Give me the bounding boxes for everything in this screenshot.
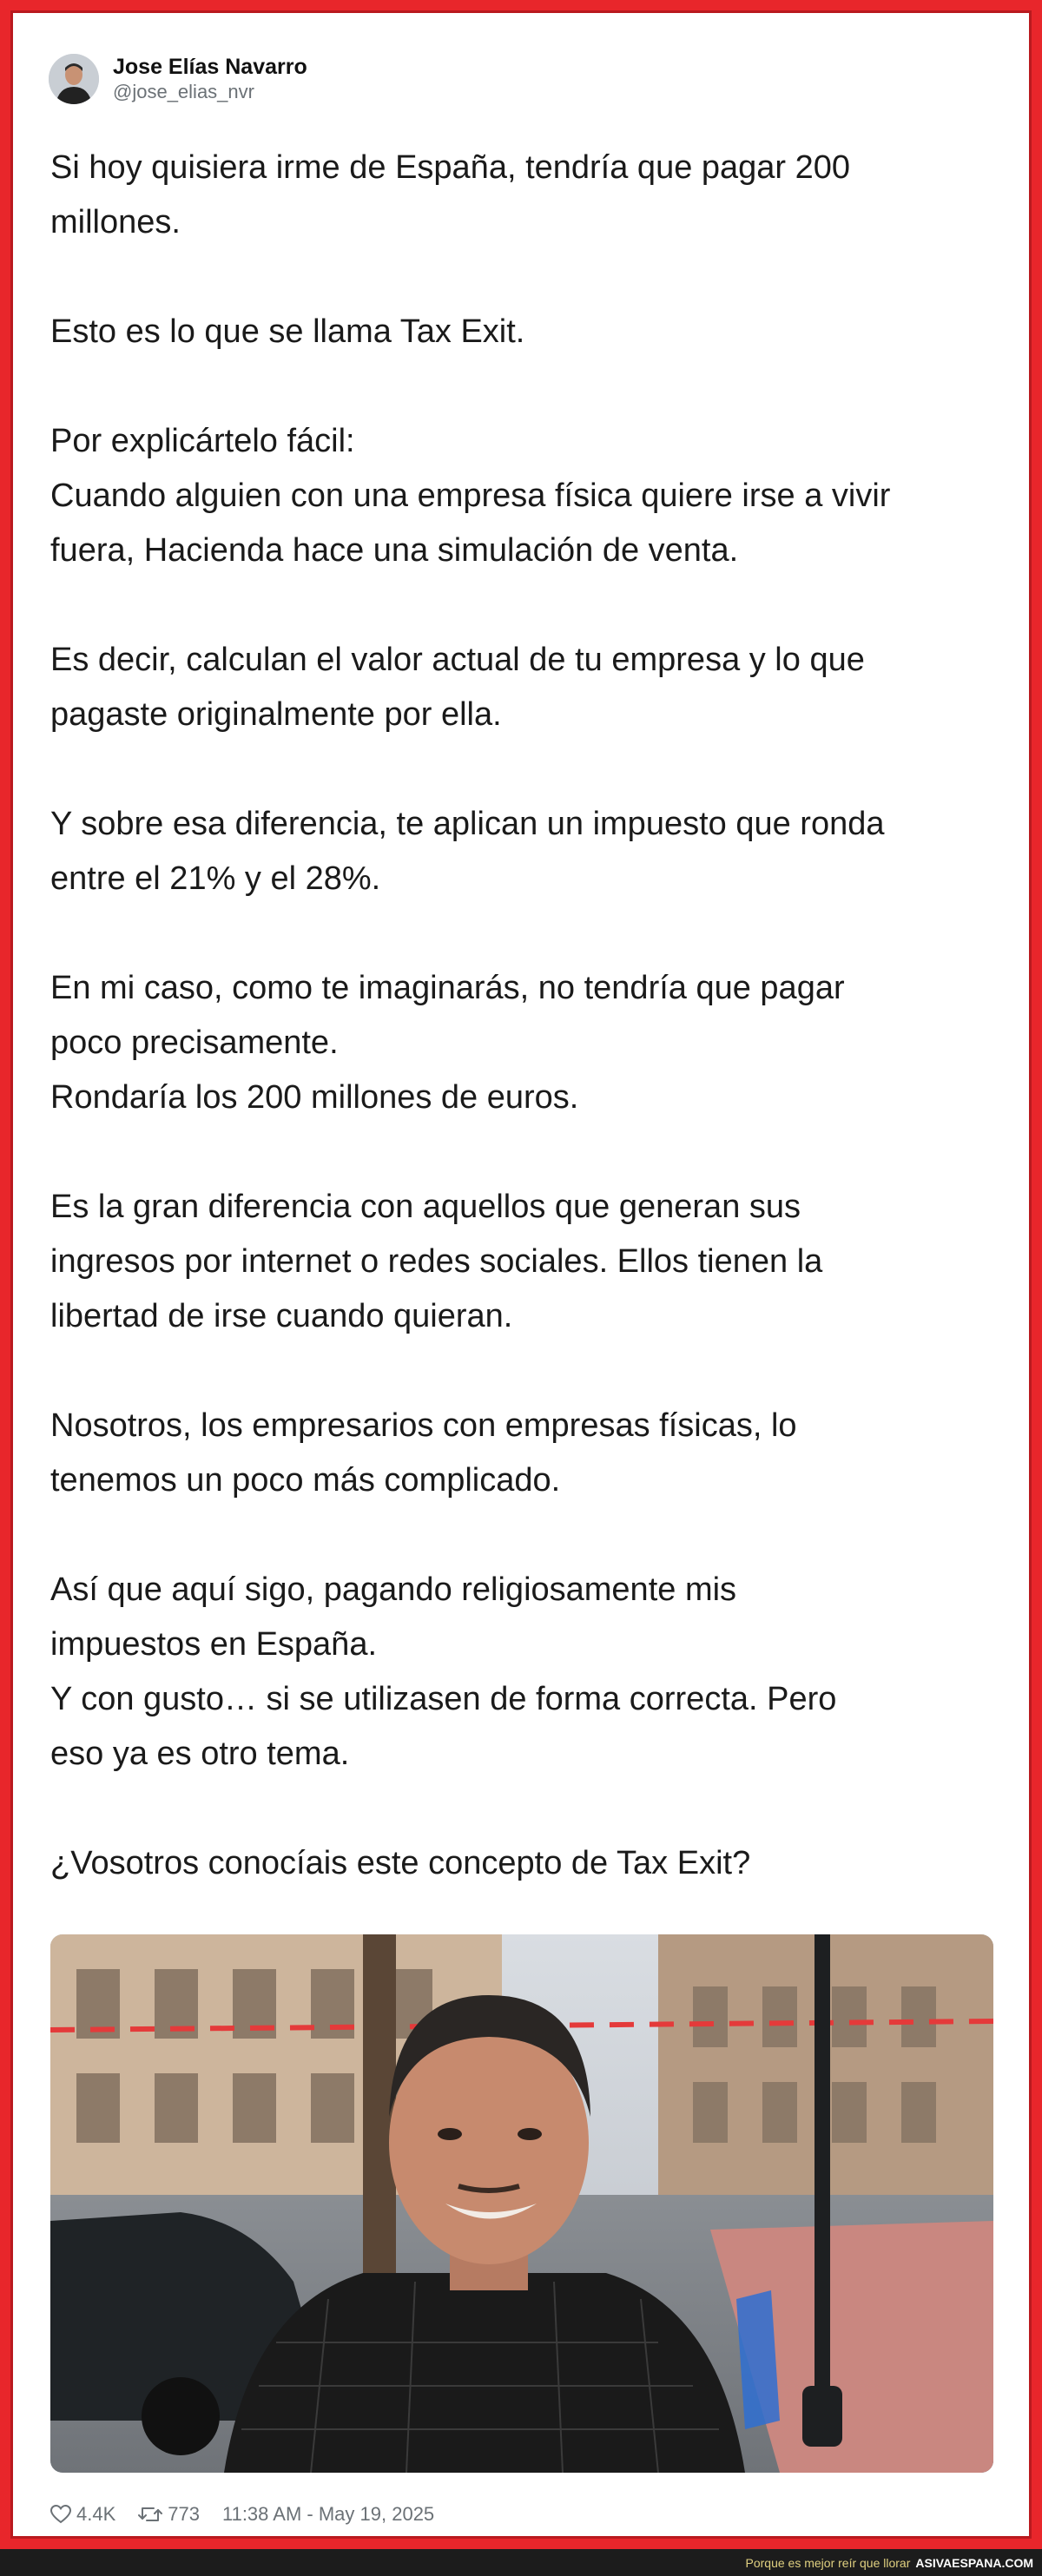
tweet-text-line: Y sobre esa diferencia, te aplican un impuesto que ronda (50, 806, 885, 842)
tweet-text-line: Nosotros, los empresarios con empresas físicas, lo (50, 1407, 797, 1444)
avatar[interactable] (49, 54, 99, 104)
repost-count: 773 (168, 2503, 200, 2525)
paragraph-gap (50, 359, 997, 414)
tweet-text-line: eso ya es otro tema. (50, 1736, 350, 1772)
tweet-text-line: ¿Vosotros conocíais este concepto de Tax Exit? (50, 1845, 751, 1881)
paragraph-gap (50, 742, 997, 797)
tweet-text-line: Y con gusto… si se utilizasen de forma correcta. Pero (50, 1681, 837, 1717)
tweet-text-line: pagaste originalmente por ella. (50, 696, 502, 733)
tweet-text (50, 141, 997, 1891)
timestamp[interactable]: 11:38 AM - May 19, 2025 (221, 2503, 435, 2525)
tweet-text-line: impuestos en España. (50, 1626, 378, 1663)
tweet-text-line: En mi caso, como te imaginarás, no tendría que pagar (50, 970, 845, 1006)
like-stat[interactable] (50, 2503, 115, 2526)
tweet-text-line: Cuando alguien con una empresa física quiere irse a vivir (50, 478, 891, 514)
paragraph-gap (50, 1125, 997, 1180)
tweet-text-line: Es decir, calculan el valor actual de tu empresa y lo que (50, 642, 865, 678)
paragraph-gap (50, 578, 997, 633)
tweet-card (23, 23, 1019, 2527)
paragraph-gap (50, 1782, 997, 1836)
tweet-text-line: millones. (50, 204, 181, 240)
street-portrait-photo-icon (50, 1934, 993, 2473)
tweet-text-line: Por explicártelo fácil: (50, 423, 355, 459)
tweet-header (49, 49, 307, 109)
tweet-photo[interactable] (50, 1934, 993, 2473)
paragraph-gap (50, 250, 997, 305)
tweet-text-line: poco precisamente. (50, 1024, 339, 1061)
person-avatar-icon (49, 54, 99, 104)
paragraph-gap (50, 906, 997, 961)
watermark-tagline: Porque es mejor reír que llorar (745, 2555, 911, 2570)
tweet-footer (50, 2499, 434, 2530)
tweet-text-line: fuera, Hacienda hace una simulación de venta. (50, 532, 739, 569)
paragraph-gap (50, 1508, 997, 1563)
tweet-text-line: Esto es lo que se llama Tax Exit. (50, 313, 525, 350)
tweet-text-line: Rondaría los 200 millones de euros. (50, 1079, 579, 1116)
tweet-text-line: entre el 21% y el 28%. (50, 860, 381, 897)
watermark-bar (0, 2549, 1042, 2576)
tweet-text-line: Si hoy quisiera irme de España, tendría que pagar 200 (50, 149, 851, 186)
watermark-brand[interactable]: ASIVAESPANA.COM (915, 2555, 1033, 2570)
tweet-text-line: libertad de irse cuando quieran. (50, 1298, 513, 1334)
paragraph-gap (50, 1344, 997, 1399)
repost-stat[interactable] (138, 2503, 200, 2526)
tweet-text-line: Así que aquí sigo, pagando religiosamente mis (50, 1571, 737, 1608)
like-count: 4.4K (76, 2503, 116, 2525)
handle[interactable]: @jose_elias_nvr (113, 81, 254, 102)
tweet-text-line: ingresos por internet o redes sociales. Ellos tienen la (50, 1243, 823, 1280)
heart-icon (50, 2505, 71, 2524)
display-name[interactable]: Jose Elías Navarro (113, 55, 307, 79)
tweet-text-line: tenemos un poco más complicado. (50, 1462, 561, 1499)
author-names (113, 54, 307, 104)
tweet-text-line: Es la gran diferencia con aquellos que generan sus (50, 1189, 801, 1225)
repost-icon (138, 2505, 162, 2524)
